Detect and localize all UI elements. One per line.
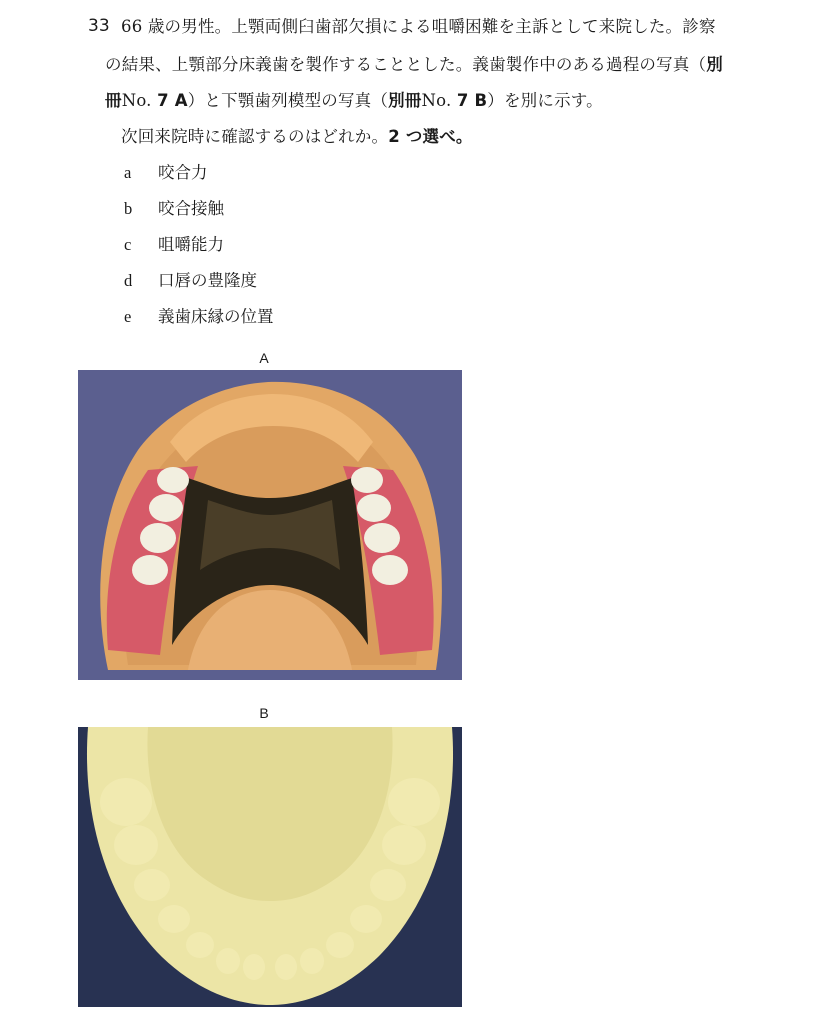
choice-letter: b [124, 199, 133, 218]
choice-letter: c [124, 235, 132, 254]
choice-text: 義歯床縁の位置 [158, 307, 274, 326]
figure-a-photo [78, 370, 462, 680]
stem-line-1: 66 歳の男性。上顎両側臼歯部欠損による咀嚼困難を主訴として来院した。診察 [121, 17, 716, 36]
stem-line-3-ref-a: 7 A [157, 91, 188, 110]
stem-line-3-text-1: ）と下顎歯列模型の写真（ [187, 91, 389, 110]
question-number: 33 [88, 16, 110, 36]
stem-line-3-no-1: No. [121, 91, 158, 110]
choice-b[interactable] [124, 198, 224, 220]
choice-e[interactable] [124, 306, 274, 328]
stem-line-3 [105, 90, 603, 112]
figure-b-label: B [259, 705, 269, 721]
choice-d[interactable] [124, 270, 257, 292]
choice-c[interactable] [124, 234, 224, 256]
stem-line-3-bold-1: 冊 [105, 91, 122, 110]
lower-cast-photo [78, 727, 462, 1007]
stem-line-2-text: の結果、上顎部分床義歯を製作することとした。義歯製作中のある過程の写真（ [105, 55, 707, 74]
stem-line-3-text-2: ）を別に示す。 [487, 91, 603, 110]
instruction-text: 次回来院時に確認するのはどれか。 [121, 127, 389, 146]
select-count: 2 つ選べ。 [388, 127, 473, 146]
stem-line-2 [105, 54, 723, 76]
figure-a-label: A [259, 350, 269, 366]
choice-text: 咬合接触 [158, 199, 224, 218]
choice-text: 咬合力 [158, 163, 208, 182]
stem-line-2-bold: 別 [706, 55, 723, 74]
upper-denture-photo [78, 370, 462, 680]
choice-text: 咀嚼能力 [158, 235, 224, 254]
stem-line-3-no-2: No. [421, 91, 457, 110]
choice-letter: a [124, 163, 132, 182]
choice-letter: e [124, 307, 132, 326]
choice-text: 口唇の豊隆度 [158, 271, 257, 290]
stem-line-3-ref-b: 7 B [456, 91, 488, 110]
stem-line-4 [121, 126, 473, 148]
choice-letter: d [124, 271, 133, 290]
choice-a[interactable] [124, 162, 208, 184]
stem-line-3-bold-2: 別冊 [388, 91, 422, 110]
figure-b-photo [78, 727, 462, 1007]
